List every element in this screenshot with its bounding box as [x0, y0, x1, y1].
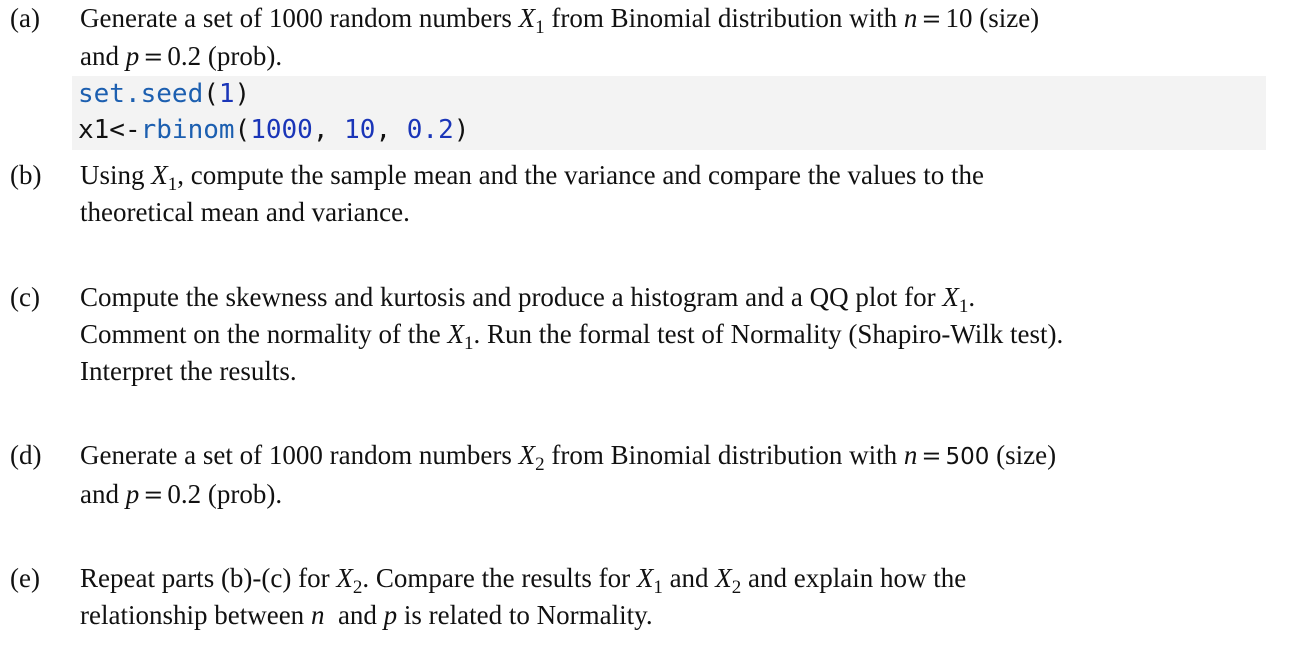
size-value: 500	[945, 444, 990, 470]
text-line	[80, 38, 1286, 76]
prob-value: 0.2	[167, 41, 202, 71]
math-var: $X_2$	[715, 563, 742, 598]
part-label: (b)	[10, 160, 42, 190]
text-line: Using $X_1$, compute the sample mean and the variance and compare the values to the	[80, 160, 984, 195]
code-function: rbinom	[140, 115, 235, 145]
part-text	[80, 437, 1286, 514]
math-var: $X_1$	[447, 319, 474, 354]
code-line: set.seed(1)	[78, 79, 251, 109]
equals-sign: =	[143, 43, 164, 71]
text-line: Repeat parts (b)-(c) for $X_2$. Compare the results for $X_1$ and $X_2$ and explain how the	[80, 563, 967, 598]
math-n: n	[903, 440, 918, 470]
text-line: Comment on the normality of the $X_1$. Run the formal test of Normality (Shapiro-Wilk test).	[80, 319, 1064, 354]
text-span: (prob).	[201, 41, 283, 71]
code-number: 0.2	[406, 115, 454, 145]
math-var: $X_1$	[942, 282, 969, 317]
text-line: Interpret the results.	[80, 356, 297, 386]
code-number: 1000	[250, 115, 313, 145]
text-line: relationship between n and p is related to Normality.	[80, 600, 653, 630]
text-span: and	[80, 41, 126, 71]
part-text	[80, 279, 1286, 390]
code-block	[72, 76, 1266, 150]
text-span: Generate a set of 1000 random numbers	[80, 3, 519, 33]
math-p: p	[125, 41, 140, 71]
text-line: theoretical mean and variance.	[80, 197, 410, 227]
math-n: n	[310, 600, 325, 630]
code-number: 1	[218, 79, 235, 109]
code-line: x1<-rbinom(1000, 10, 0.2)	[78, 115, 470, 145]
math-var: $X_1$	[636, 563, 663, 598]
text-line	[80, 0, 1286, 38]
text-span: (size)	[972, 3, 1040, 33]
part-label: (d)	[10, 440, 42, 470]
math-p: p	[383, 600, 398, 630]
part-text	[80, 0, 1286, 76]
math-p: p	[125, 479, 140, 509]
math-n: n	[903, 3, 918, 33]
math-var: $X_2$	[336, 563, 363, 598]
text-line: Compute the skewness and kurtosis and produce a histogram and a QQ plot for $X_1$.	[80, 282, 976, 317]
text-line: Generate a set of 1000 random numbers $X_2$ from Binomial distribution with n = 500 (size)	[80, 440, 1057, 475]
math-var: $X_1$	[151, 160, 178, 195]
equals-sign: =	[143, 481, 164, 509]
part-text	[80, 157, 1286, 231]
part-text	[80, 560, 1286, 634]
equals-sign: =	[921, 5, 942, 33]
math-var: $X_1$	[518, 3, 545, 38]
part-label: (a)	[10, 3, 40, 33]
equals-sign: =	[921, 442, 942, 470]
math-var: $X_2$	[518, 440, 545, 475]
part-label: (c)	[10, 282, 40, 312]
part-label: (e)	[10, 563, 40, 593]
code-function: set.seed	[78, 79, 204, 109]
size-value: 10	[945, 3, 973, 33]
text-span: from Binomial distribution with	[544, 3, 904, 33]
code-assign: x1<-	[78, 115, 141, 145]
text-line: and p = 0.2 (prob).	[80, 479, 283, 509]
code-number: 10	[344, 115, 376, 145]
prob-value: 0.2	[167, 479, 202, 509]
